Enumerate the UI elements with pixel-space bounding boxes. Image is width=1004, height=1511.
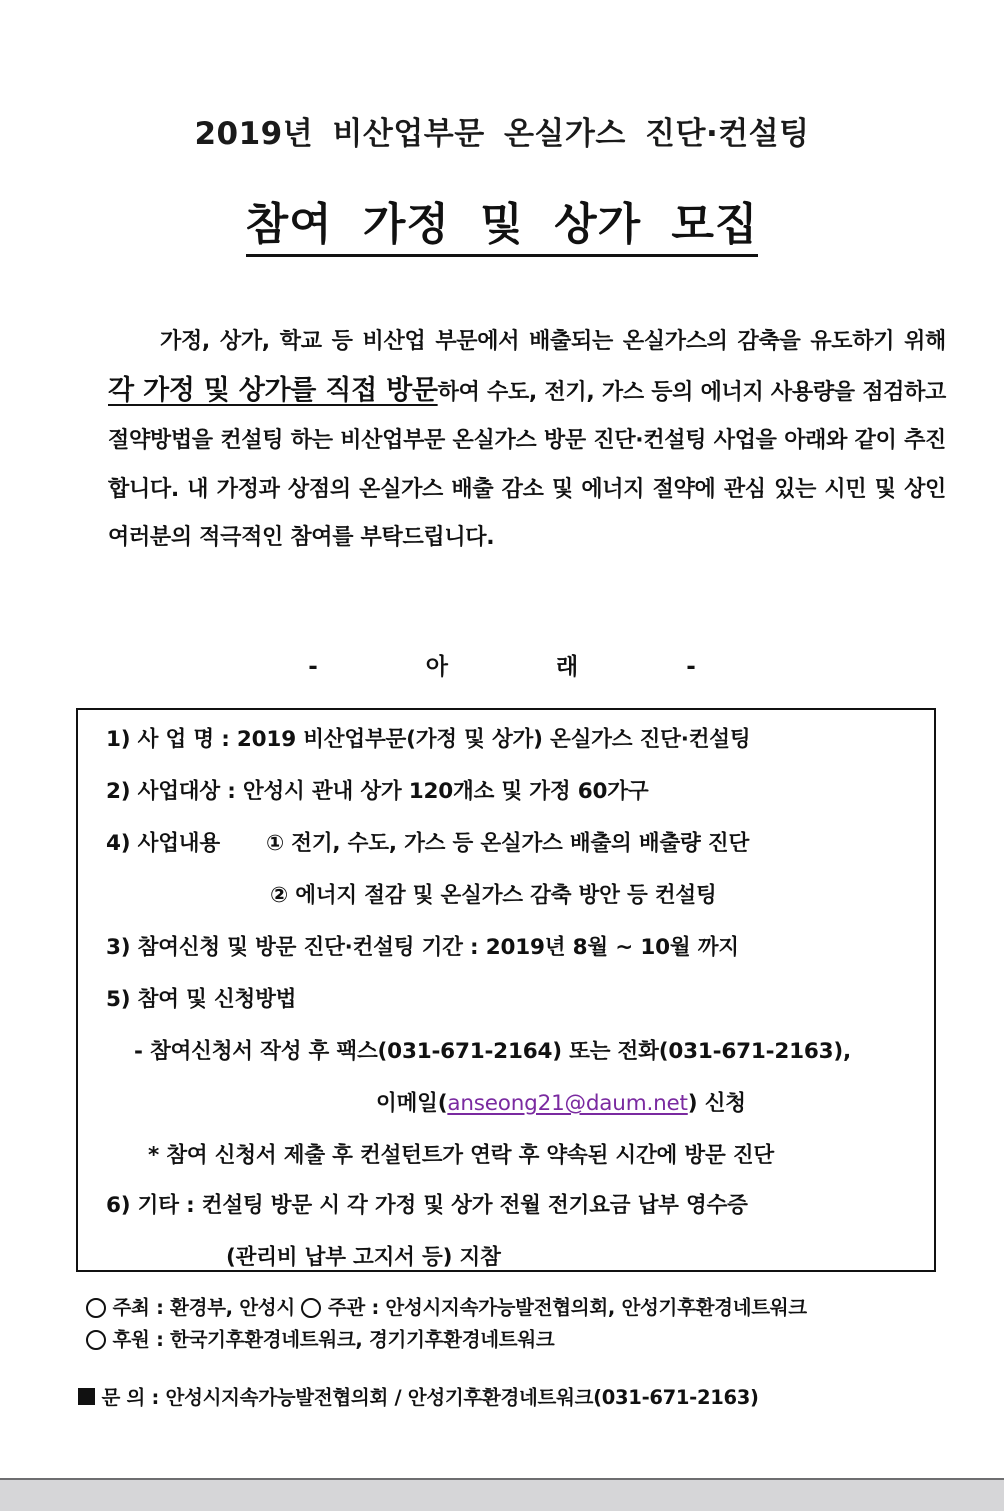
email-suffix: ) 신청 (687, 1091, 746, 1116)
detail-method-label: 5) 참여 및 신청방법 (106, 987, 297, 1012)
document-title (0, 188, 1004, 252)
detail-etc-line-2: (관리비 납부 고지서 등) 지참 (226, 1245, 501, 1270)
document-title-text: 참여 가정 및 상가 모집 (246, 199, 759, 257)
footer-host: 주최 : 환경부, 안성시 (112, 1296, 295, 1319)
detail-content-item-2: ② 에너지 절감 및 온실가스 감축 방안 등 컨설팅 (270, 883, 717, 908)
details-box (76, 708, 936, 1272)
detail-project-name: 1) 사 업 명 : 2019 비산업부문(가정 및 상가) 온실가스 진단·컨설팅 (106, 727, 751, 752)
section-heading: - 아 래 - (308, 654, 696, 680)
document-subtitle: 2019년 비산업부문 온실가스 진단·컨설팅 (194, 116, 810, 152)
footer-host-line (86, 1292, 807, 1320)
circle-bullet-icon (301, 1298, 321, 1318)
footer-inquiry: 문 의 : 안성시지속가능발전협의회 / 안성기후환경네트워크(031-671-2163) (101, 1386, 759, 1409)
intro-text-part2: 하여 수도, 전기, 가스 등의 에너지 사용량을 점검하고 절약방법을 컨설팅 하는 비산업부문 온실가스 방문 진단·컨설팅 사업을 아래와 같이 추진합니다. 내 가정과 상점의 온실가스 배출 감소 및 에너지 절약에 관심 있는 시민 및 상인 여러분의 적극적인 참여를 부탁드립니다. (108, 379, 947, 550)
footer-sponsor: 후원 : 한국기후환경네트워크, 경기기후환경네트워크 (112, 1328, 555, 1351)
detail-period: 3) 참여신청 및 방문 진단·컨설팅 기간 : 2019년 8월 ~ 10월 까지 (106, 935, 739, 960)
footer-organizer: 주관 : 안성시지속가능발전협의회, 안성기후환경네트워크 (327, 1296, 807, 1319)
detail-content-label: 4) 사업내용 (106, 831, 220, 856)
footer-inquiry-line (78, 1382, 759, 1410)
intro-emphasis: 각 가정 및 상가를 직접 방문 (108, 374, 438, 406)
email-link[interactable]: anseong21@daum.net (447, 1091, 688, 1116)
email-prefix: 이메일( (376, 1091, 448, 1116)
detail-method-line-1: - 참여신청서 작성 후 팩스(031-671-2164) 또는 전화(031-671-2163), (134, 1039, 851, 1064)
square-bullet-icon (78, 1388, 95, 1405)
detail-content-item-1: ① 전기, 수도, 가스 등 온실가스 배출의 배출량 진단 (266, 831, 750, 856)
intro-paragraph (108, 318, 946, 563)
intro-text-part1: 가정, 상가, 학교 등 비산업 부문에서 배출되는 온실가스의 감축을 유도하기 위해 (160, 329, 946, 354)
detail-etc-line-1: 6) 기타 : 컨설팅 방문 시 각 가정 및 상가 전월 전기요금 납부 영수증 (106, 1193, 748, 1218)
detail-note: * 참여 신청서 제출 후 컨설턴트가 연락 후 약속된 시간에 방문 진단 (148, 1143, 774, 1168)
detail-method-line-2 (376, 1086, 746, 1117)
circle-bullet-icon (86, 1330, 106, 1350)
bottom-scrollbar-area (0, 1478, 1004, 1511)
footer-sponsor-line (86, 1324, 554, 1352)
circle-bullet-icon (86, 1298, 106, 1318)
detail-target: 2) 사업대상 : 안성시 관내 상가 120개소 및 가정 60가구 (106, 779, 649, 804)
